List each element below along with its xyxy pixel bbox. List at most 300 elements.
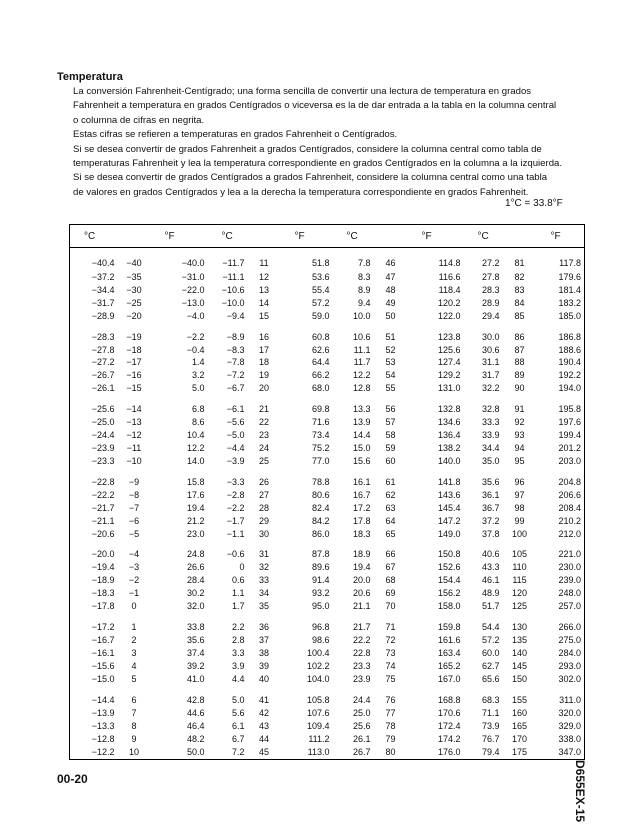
table-cell: 30.2 xyxy=(186,588,205,599)
table-cell: 115 xyxy=(512,575,527,586)
table-cell: −5 xyxy=(128,528,140,539)
table-cell: −18 xyxy=(126,344,142,355)
table-cell: 152.6 xyxy=(437,562,461,573)
table-cell: 114.8 xyxy=(438,258,461,269)
table-row xyxy=(70,297,585,310)
table-cell: 329.0 xyxy=(558,720,581,731)
table-cell: 35.0 xyxy=(481,456,500,467)
table-cell: 35.6 xyxy=(186,635,205,646)
table-cell: 13 xyxy=(258,284,269,295)
table-row xyxy=(70,515,585,528)
table-cell: 98 xyxy=(514,502,525,513)
table-cell: 71.6 xyxy=(311,417,330,428)
table-cell: −9 xyxy=(128,476,140,487)
table-cell: 46 xyxy=(385,258,396,269)
table-cell: 159.8 xyxy=(437,622,461,633)
table-cell: 43 xyxy=(258,720,269,731)
table-cell: 172.4 xyxy=(437,720,461,731)
table-cell: 130 xyxy=(511,622,528,633)
table-cell: 1.4 xyxy=(191,357,205,368)
table-cell: 168.8 xyxy=(437,694,461,705)
table-cell: 95 xyxy=(514,456,525,467)
table-cell: 32 xyxy=(258,562,269,573)
table-cell: 140 xyxy=(511,648,528,659)
table-cell: 1.1 xyxy=(231,588,245,599)
column-header xyxy=(118,225,151,248)
table-cell: −10 xyxy=(126,456,142,467)
table-cell: 80 xyxy=(385,746,396,757)
table-cell: 107.6 xyxy=(306,707,330,718)
table-cell: 125.6 xyxy=(437,344,461,355)
table-row xyxy=(70,549,585,562)
table-cell: 22.2 xyxy=(352,635,371,646)
table-cell: 70 xyxy=(385,601,396,612)
table-cell: 239.0 xyxy=(558,575,581,586)
table-cell: −13.9 xyxy=(91,707,115,718)
table-cell: 48.9 xyxy=(481,588,500,599)
table-cell: −2 xyxy=(128,575,140,586)
table-cell: 118.4 xyxy=(438,284,461,295)
table-cell: 10 xyxy=(128,746,139,757)
table-cell: 93.2 xyxy=(311,588,330,599)
table-cell: 59.0 xyxy=(311,310,330,321)
paragraph-line: Si se desea convertir de grados Centígrados a grados Fahrenheit, considere la columna central como una tabla xyxy=(73,172,548,184)
table-row xyxy=(70,601,585,614)
table-cell: 3 xyxy=(131,648,137,659)
table-cell: 38 xyxy=(258,648,269,659)
table-cell: 91.4 xyxy=(311,575,330,586)
table-cell: 16.1 xyxy=(352,476,371,487)
table-cell: −40.0 xyxy=(181,258,205,269)
table-cell: 28.3 xyxy=(481,284,500,295)
table-cell: −4 xyxy=(128,549,140,560)
table-cell: 25.6 xyxy=(352,720,371,731)
table-row xyxy=(70,383,585,396)
table-cell: 150 xyxy=(511,673,528,684)
table-cell: 32.2 xyxy=(481,383,500,394)
table-cell: 37 xyxy=(258,635,269,646)
page-number: 00-20 xyxy=(57,772,88,786)
table-cell: 18 xyxy=(258,357,269,368)
table-cell: 8.6 xyxy=(191,417,205,428)
table-cell: 190.4 xyxy=(558,357,581,368)
table-cell: 27.8 xyxy=(481,271,500,282)
table-cell: 86.0 xyxy=(311,528,330,539)
table-cell: −22.0 xyxy=(181,284,205,295)
table-cell: 12 xyxy=(258,271,269,282)
table-cell: −27.8 xyxy=(91,344,115,355)
table-cell: 50 xyxy=(385,310,396,321)
paragraph-line: Fahrenheit a temperatura en grados Centígrados o viceversa es la de dar entrada a la tabla en la columna central xyxy=(73,100,557,112)
table-cell: 160 xyxy=(511,707,528,718)
table-cell: 73.9 xyxy=(481,720,500,731)
table-cell: 60.8 xyxy=(311,331,330,342)
table-cell: 32.8 xyxy=(481,404,500,415)
table-cell: 150.8 xyxy=(437,549,461,560)
table-cell: 71.1 xyxy=(481,707,500,718)
table-cell: 96 xyxy=(514,476,525,487)
table-cell: −23.3 xyxy=(91,456,115,467)
table-cell: 20.6 xyxy=(352,588,371,599)
table-cell: 7 xyxy=(131,707,137,718)
column-header: °F xyxy=(408,225,464,248)
conversion-table xyxy=(69,224,585,760)
table-cell: 135 xyxy=(511,635,528,646)
table-cell: −8 xyxy=(128,489,140,500)
table-cell: −8.9 xyxy=(226,331,245,342)
table-cell: 210.2 xyxy=(558,515,581,526)
table-cell: 165 xyxy=(511,720,528,731)
table-row xyxy=(70,442,585,455)
table-row xyxy=(70,707,585,720)
table-cell: 58 xyxy=(385,430,396,441)
table-cell: 73.4 xyxy=(311,430,330,441)
table-cell: 31.1 xyxy=(481,357,500,368)
table-cell: 100.4 xyxy=(306,648,330,659)
table-cell: 194.0 xyxy=(558,383,581,394)
table-cell: 186.8 xyxy=(558,331,581,342)
table-cell: 76 xyxy=(385,694,396,705)
table-cell: 21 xyxy=(258,404,269,415)
table-row xyxy=(70,588,585,601)
table-cell: −40.4 xyxy=(91,258,115,269)
table-cell: −10.0 xyxy=(221,297,245,308)
table-cell: 5.6 xyxy=(231,707,245,718)
table-cell: 80.6 xyxy=(311,489,330,500)
table-cell: −34.4 xyxy=(91,284,115,295)
table-cell: 320.0 xyxy=(558,707,581,718)
table-cell: 248.0 xyxy=(558,588,581,599)
table-cell: −6.7 xyxy=(226,383,245,394)
table-cell: 89 xyxy=(514,370,525,381)
table-cell: 77.0 xyxy=(311,456,330,467)
table-cell: 311.0 xyxy=(559,694,581,705)
table-cell: 28 xyxy=(258,502,269,513)
table-cell: 45 xyxy=(258,746,269,757)
table-cell: 26.6 xyxy=(186,562,205,573)
table-cell: 98.6 xyxy=(311,635,330,646)
table-header-row xyxy=(70,225,585,248)
table-row xyxy=(70,733,585,746)
column-header: °F xyxy=(151,225,208,248)
table-cell: 17.6 xyxy=(186,489,205,500)
table-cell: 28.9 xyxy=(481,297,500,308)
table-cell: 19 xyxy=(258,370,269,381)
table-cell: 21.2 xyxy=(186,515,205,526)
table-cell: 64 xyxy=(385,515,396,526)
table-cell: 28.4 xyxy=(186,575,205,586)
table-cell: 16 xyxy=(258,331,269,342)
table-cell: −18.3 xyxy=(91,588,115,599)
table-cell: −4.0 xyxy=(186,310,205,321)
table-cell: 3.2 xyxy=(191,370,205,381)
column-header: °C xyxy=(208,225,248,248)
table-cell: 30 xyxy=(258,528,269,539)
table-cell: 6 xyxy=(131,694,137,705)
table-cell: 1 xyxy=(131,622,137,633)
table-cell: 167.0 xyxy=(437,673,461,684)
table-cell: 55 xyxy=(385,383,396,394)
table-cell: −21.7 xyxy=(91,502,115,513)
table-cell: 15.6 xyxy=(352,456,371,467)
table-cell: 105.8 xyxy=(306,694,330,705)
table-cell: 25.0 xyxy=(352,707,371,718)
table-cell: 69.8 xyxy=(311,404,330,415)
table-cell: 15 xyxy=(258,310,269,321)
table-cell: −8.3 xyxy=(226,344,245,355)
table-cell: 3.3 xyxy=(231,648,245,659)
table-cell: 230.0 xyxy=(558,562,581,573)
table-cell: 51.7 xyxy=(481,601,500,612)
table-cell: 84.2 xyxy=(311,515,330,526)
table-row xyxy=(70,271,585,284)
table-cell: 17 xyxy=(258,344,269,355)
table-cell: 6.7 xyxy=(231,733,245,744)
table-cell: 95.0 xyxy=(311,601,330,612)
table-cell: 53 xyxy=(385,357,396,368)
table-cell: 62.6 xyxy=(311,344,330,355)
table-cell: 51 xyxy=(385,331,396,342)
table-cell: 197.6 xyxy=(558,417,581,428)
paragraph-line: La conversión Fahrenheit-Centígrado; una forma sencilla de convertir una lectura de temperatura en grados xyxy=(73,86,532,97)
table-cell: 0 xyxy=(131,601,137,612)
table-cell: 100 xyxy=(511,528,528,539)
table-cell: 338.0 xyxy=(558,733,581,744)
table-cell: 174.2 xyxy=(437,733,461,744)
table-cell: 42 xyxy=(258,707,269,718)
table-cell: 18.9 xyxy=(352,549,371,560)
table-cell: 51.8 xyxy=(311,258,330,269)
table-cell: 192.2 xyxy=(558,370,581,381)
table-cell: −3.3 xyxy=(226,476,245,487)
table-cell: 59 xyxy=(385,443,396,454)
table-cell: −12 xyxy=(126,430,142,441)
table-cell: −5.6 xyxy=(226,417,245,428)
table-cell: 92 xyxy=(514,417,525,428)
table-cell: 347.0 xyxy=(558,746,581,757)
table-cell: −1 xyxy=(128,588,140,599)
table-row xyxy=(70,310,585,323)
table-cell: −6.1 xyxy=(226,404,245,415)
table-cell: 11 xyxy=(259,258,269,269)
table-cell: 64.4 xyxy=(311,357,330,368)
table-cell: 75 xyxy=(385,673,396,684)
column-header: °C xyxy=(464,225,503,248)
table-cell: −16.7 xyxy=(91,635,115,646)
table-cell: 50.0 xyxy=(186,746,205,757)
table-cell: 79.4 xyxy=(481,746,500,757)
table-cell: 71 xyxy=(385,622,396,633)
table-cell: 32.0 xyxy=(186,601,205,612)
table-cell: −27.2 xyxy=(91,357,115,368)
intro-paragraph xyxy=(73,85,585,200)
table-cell: 23.9 xyxy=(352,673,371,684)
table-cell: 17.2 xyxy=(352,502,371,513)
table-cell: 275.0 xyxy=(558,635,581,646)
table-cell: 13.3 xyxy=(352,404,371,415)
table-cell: −28.3 xyxy=(91,331,115,342)
table-cell: 117.8 xyxy=(559,258,581,269)
table-cell: −25 xyxy=(126,297,142,308)
table-cell: −11.7 xyxy=(222,258,245,269)
paragraph-line: de valores en grados Centígrados y lea a la derecha la temperatura correspondiente en grados Fahrenheit. xyxy=(73,186,529,198)
table-cell: 49 xyxy=(385,297,396,308)
table-cell: 195.8 xyxy=(558,404,581,415)
table-cell: 7.2 xyxy=(231,746,245,757)
table-cell: −37.2 xyxy=(91,271,115,282)
table-cell: 7.8 xyxy=(357,258,371,269)
table-cell: 203.0 xyxy=(558,456,581,467)
table-cell: 22.8 xyxy=(352,648,371,659)
table-cell: 221.0 xyxy=(558,549,581,560)
table-row xyxy=(70,621,585,634)
table-cell: 19.4 xyxy=(352,562,371,573)
table-cell: 12.2 xyxy=(352,370,371,381)
table-cell: 60.0 xyxy=(481,648,500,659)
group-spacer xyxy=(70,396,585,404)
table-row xyxy=(70,284,585,297)
table-cell: −20 xyxy=(126,310,142,321)
table-cell: 21.1 xyxy=(352,601,371,612)
table-cell: 94 xyxy=(514,443,525,454)
table-cell: 17.8 xyxy=(352,515,371,526)
table-cell: 81 xyxy=(514,258,525,269)
table-cell: −31.7 xyxy=(91,297,115,308)
table-cell: 30.0 xyxy=(481,331,500,342)
table-cell: 163.4 xyxy=(437,648,461,659)
table-cell: 33.8 xyxy=(186,622,205,633)
table-cell: 34 xyxy=(258,588,269,599)
table-cell: 136.4 xyxy=(437,430,461,441)
table-cell: 165.2 xyxy=(437,660,461,671)
table-cell: 11.1 xyxy=(353,344,371,355)
table-cell: 284.0 xyxy=(558,648,581,659)
table-cell: 155 xyxy=(511,694,528,705)
table-cell: −22.8 xyxy=(91,476,115,487)
group-spacer xyxy=(70,468,585,476)
table-cell: 74 xyxy=(385,660,396,671)
table-cell: −3 xyxy=(128,562,140,573)
table-cell: 26 xyxy=(258,476,269,487)
table-cell: −17 xyxy=(126,357,142,368)
table-cell: 78 xyxy=(385,720,396,731)
table-row xyxy=(70,370,585,383)
table-cell: 24.8 xyxy=(186,549,205,560)
group-spacer xyxy=(70,541,585,549)
table-cell: −17.2 xyxy=(91,622,115,633)
table-cell: 302.0 xyxy=(558,673,581,684)
paragraph-line: Si se desea convertir de grados Fahrenheit a grados Centígrados, considere la columna central como tabla de xyxy=(73,143,542,155)
table-cell: 47 xyxy=(385,271,396,282)
group-spacer xyxy=(70,614,585,622)
table-cell: 66.2 xyxy=(311,370,330,381)
table-cell: 42.8 xyxy=(186,694,205,705)
table-cell: −15.6 xyxy=(91,660,115,671)
table-cell: 0 xyxy=(239,562,245,573)
table-cell: 93 xyxy=(514,430,525,441)
table-cell: −2.8 xyxy=(226,489,245,500)
table-cell: −16.1 xyxy=(91,648,115,659)
table-cell: 65 xyxy=(385,528,396,539)
table-cell: 12.8 xyxy=(352,383,371,394)
table-cell: 18.3 xyxy=(352,528,371,539)
table-cell: 20.0 xyxy=(352,575,371,586)
table-cell: −6 xyxy=(128,515,140,526)
table-cell: 48.2 xyxy=(186,733,205,744)
table-cell: 37.8 xyxy=(481,528,500,539)
table-cell: 36.1 xyxy=(481,489,500,500)
table-cell: −7.2 xyxy=(226,370,245,381)
table-cell: 30.6 xyxy=(481,344,500,355)
table-cell: 99 xyxy=(514,515,525,526)
table-cell: 208.4 xyxy=(558,502,581,513)
table-row xyxy=(70,248,585,272)
table-cell: 11.7 xyxy=(353,357,371,368)
table-cell: −2.2 xyxy=(226,502,245,513)
table-cell: 33.3 xyxy=(481,417,500,428)
table-cell: −13.0 xyxy=(181,297,205,308)
table-cell: 31.7 xyxy=(481,370,500,381)
table-cell: 54 xyxy=(385,370,396,381)
table-cell: 154.4 xyxy=(437,575,461,586)
table-cell: 10.6 xyxy=(352,331,371,342)
table-cell: 21.7 xyxy=(352,622,371,633)
table-cell: 116.6 xyxy=(438,271,461,282)
column-header: °F xyxy=(281,225,333,248)
table-cell: 14 xyxy=(258,297,269,308)
table-cell: 23.3 xyxy=(352,660,371,671)
table-cell: 129.2 xyxy=(437,370,461,381)
table-cell: −9.4 xyxy=(226,310,245,321)
table-cell: 8 xyxy=(131,720,137,731)
group-spacer xyxy=(70,323,585,331)
table-cell: 145.4 xyxy=(437,502,461,513)
table-cell: 204.8 xyxy=(558,476,581,487)
table-cell: 257.0 xyxy=(558,601,581,612)
table-cell: −19.4 xyxy=(91,562,115,573)
table-cell: 39.2 xyxy=(186,660,205,671)
table-cell: 199.4 xyxy=(558,430,581,441)
table-cell: 122.0 xyxy=(437,310,461,321)
table-cell: 52 xyxy=(385,344,396,355)
table-cell: −20.0 xyxy=(91,549,115,560)
table-cell: 87 xyxy=(514,344,525,355)
table-row xyxy=(70,562,585,575)
table-cell: 48 xyxy=(385,284,396,295)
table-cell: 6.8 xyxy=(191,404,205,415)
table-cell: 110 xyxy=(512,562,527,573)
table-cell: 57.2 xyxy=(481,635,500,646)
table-cell: 175 xyxy=(511,746,528,757)
table-cell: 10.4 xyxy=(186,430,205,441)
table-cell: 22 xyxy=(258,417,269,428)
table-cell: 2.2 xyxy=(231,622,245,633)
table-cell: 91 xyxy=(514,404,525,415)
table-cell: 84 xyxy=(514,297,525,308)
table-cell: −20.6 xyxy=(91,528,115,539)
table-cell: 62.7 xyxy=(481,660,500,671)
table-cell: −2.2 xyxy=(186,331,205,342)
table-cell: 123.8 xyxy=(437,331,461,342)
table-cell: 13.9 xyxy=(352,417,371,428)
table-cell: 41 xyxy=(258,694,269,705)
table-row xyxy=(70,694,585,707)
table-cell: 156.2 xyxy=(437,588,461,599)
table-cell: 8.9 xyxy=(357,284,371,295)
table-cell: 23.0 xyxy=(186,528,205,539)
table-cell: 78.8 xyxy=(311,476,330,487)
table-cell: 131.0 xyxy=(437,383,461,394)
